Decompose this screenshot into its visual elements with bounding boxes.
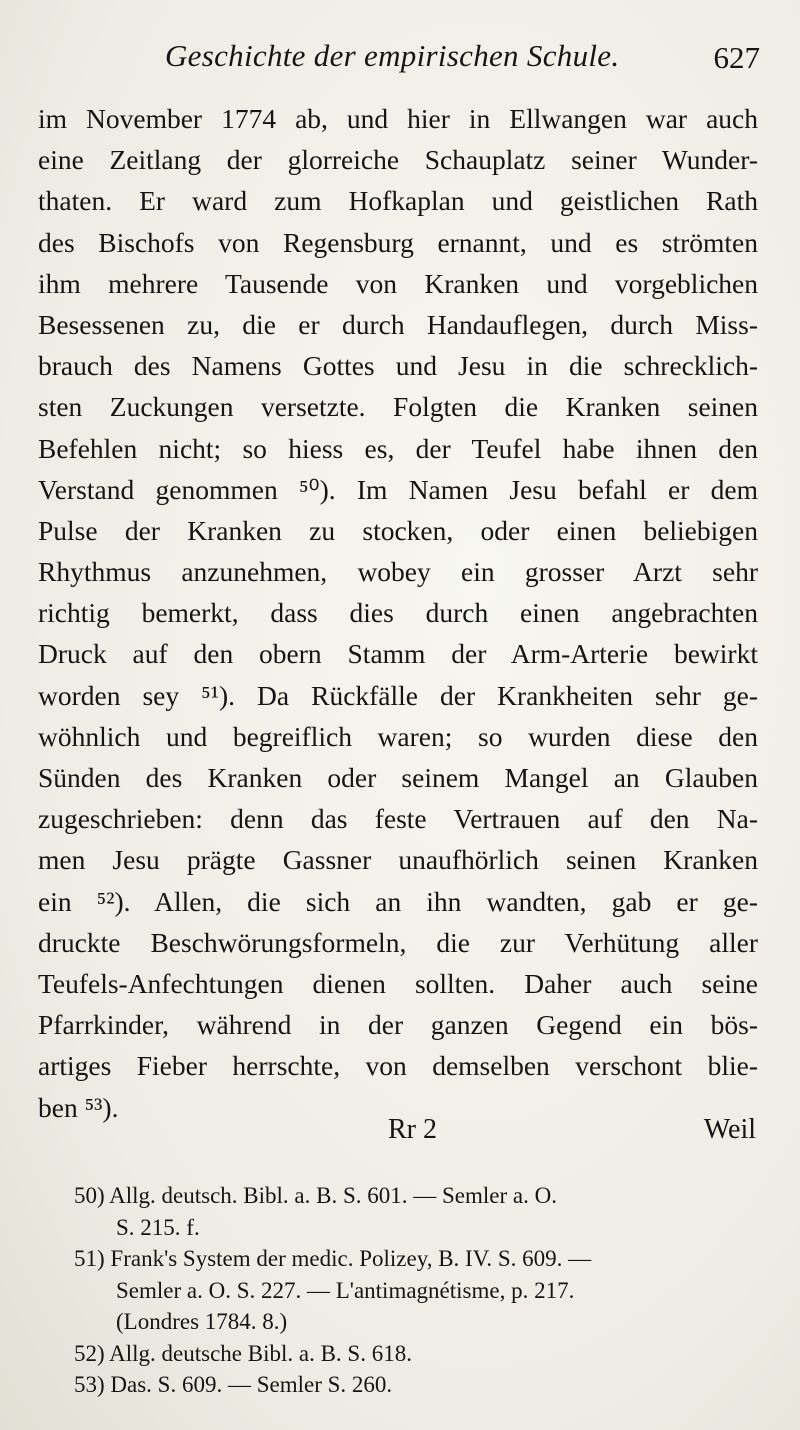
text-line: Pulse der Kranken zu stocken, oder einen beliebigen <box>38 514 758 546</box>
text-line: men Jesu prägte Gassner unaufhörlich seinen Kranken <box>38 844 758 876</box>
body-text <box>38 98 758 1128</box>
footnote-line: S. 215. f. <box>116 1214 200 1240</box>
signature-mark: Rr 2 <box>388 1114 437 1145</box>
text-line: druckte Beschwörungsformeln, die zur Verhütung aller <box>38 926 758 958</box>
footnote-line: (Londres 1784. 8.) <box>116 1309 288 1334</box>
footnote-line: Semler a. O. S. 227. — L'antimagnétisme, p. 217. <box>116 1277 575 1303</box>
text-line: Besessenen zu, die er durch Handauflegen, durch Miss- <box>38 308 758 340</box>
text-line: wöhnlich und begreiflich waren; so wurden diese den <box>38 720 758 752</box>
footnotes <box>74 1180 764 1401</box>
text-line: eine Zeitlang der glorreiche Schauplatz seiner Wunder- <box>38 144 758 176</box>
text-line: zugeschrieben: denn das feste Vertrauen auf den Na- <box>38 803 758 835</box>
text-line: Teufels-Anfechtungen dienen sollten. Daher auch seine <box>38 967 758 999</box>
running-head <box>40 34 760 84</box>
catchword: Weil <box>703 1114 756 1145</box>
text-line: richtig bemerkt, dass dies durch einen angebrachten <box>38 597 758 629</box>
text-line: im November 1774 ab, und hier in Ellwangen war auch <box>38 103 758 134</box>
text-line: Druck auf den obern Stamm der Arm-Arterie bewirkt <box>38 638 758 670</box>
text-line: Verstand genommen ⁵⁰). Im Namen Jesu befahl er dem <box>38 473 758 505</box>
text-line: sten Zuckungen versetzte. Folgten die Kranken seinen <box>38 391 758 423</box>
running-title: Geschichte der empirischen Schule. <box>165 38 620 73</box>
text-line: ein ⁵²). Allen, die sich an ihn wandten, gab er ge- <box>38 885 758 917</box>
footnote-line: 51) Frank's System der medic. Polizey, B. IV. S. 609. — <box>74 1246 592 1271</box>
text-line: worden sey ⁵¹). Da Rückfälle der Krankheiten sehr ge- <box>38 679 758 711</box>
footnote-line: 52) Allg. deutsche Bibl. a. B. S. 618. <box>74 1340 412 1366</box>
text-line: Rhythmus anzunehmen, wobey ein grosser Arzt sehr <box>38 556 758 588</box>
text-line: thaten. Er ward zum Hofkaplan und geistlichen Rath <box>38 185 758 217</box>
text-line: Befehlen nicht; so hiess es, der Teufel habe ihnen den <box>38 432 758 464</box>
footnote-line: 53) Das. S. 609. — Semler S. 260. <box>74 1372 393 1397</box>
text-line: brauch des Namens Gottes und Jesu in die schrecklich- <box>38 350 758 382</box>
text-line: ihm mehrere Tausende von Kranken und vorgeblichen <box>38 267 758 299</box>
signature-line <box>38 1110 756 1154</box>
text-line: Pfarrkinder, während in der ganzen Gegend ein bös- <box>38 1009 758 1041</box>
text-line: Sünden des Kranken oder seinem Mangel an Glauben <box>38 762 758 793</box>
text-line: ben ⁵³). <box>38 1091 119 1123</box>
text-line: artiges Fieber herrschte, von demselben verschont blie- <box>38 1050 758 1082</box>
text-line: des Bischofs von Regensburg ernannt, und es strömten <box>38 226 758 258</box>
page-number: 627 <box>713 40 760 75</box>
footnote-line: 50) Allg. deutsch. Bibl. a. B. S. 601. — Semler a. O. <box>74 1183 557 1208</box>
